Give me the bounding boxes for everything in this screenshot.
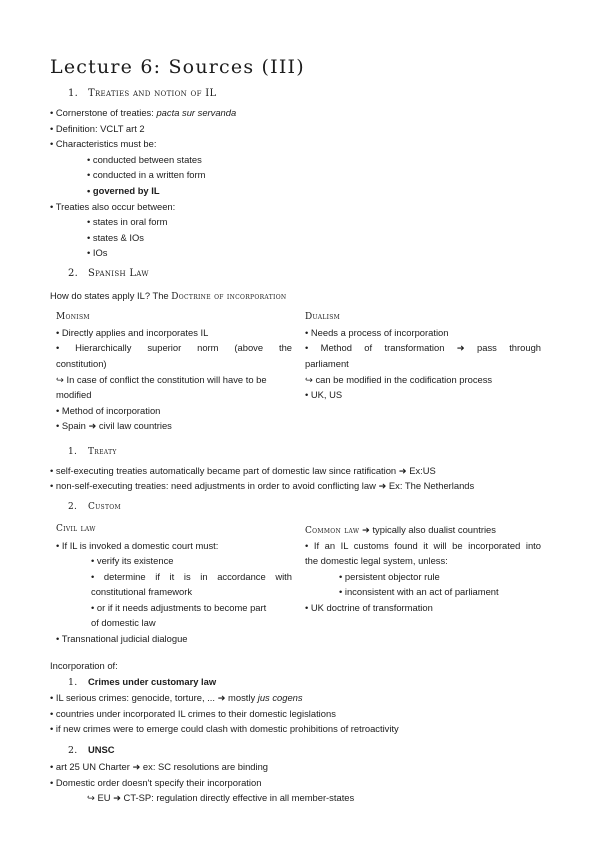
section-2-number: 2. — [68, 268, 79, 279]
list-item: • verify its existence — [91, 555, 174, 566]
crimes-heading — [68, 676, 216, 688]
line-text: • Hierarchically superior norm (above the — [56, 342, 292, 353]
custom-title: Custom — [88, 502, 121, 512]
line-text: • Method of transformation ➜ pass through — [305, 342, 541, 353]
bullet-text: • IL serious crimes: genocide, torture, ... ➜ mostly — [50, 692, 258, 703]
list-item: ↪ can be modified in the codification process — [305, 374, 493, 385]
list-item: • Definition: VCLT art 2 — [50, 123, 145, 134]
list-item: • governed by IL — [87, 185, 160, 196]
doctrine-label: Doctrine of incorporation — [171, 292, 287, 302]
list-item: • persistent objector rule — [339, 571, 440, 582]
list-item: • non-self-executing treaties: need adjustments in order to avoid conflicting law ➜ Ex: The Netherlands — [50, 480, 475, 491]
list-item: • Characteristics must be: — [50, 138, 157, 149]
list-item: • conducted in a written form — [87, 169, 206, 180]
list-item: • If IL is invoked a domestic court must: — [56, 540, 219, 551]
list-item: • Spain ➜ civil law countries — [56, 420, 172, 431]
list-item: ↪ In case of conflict the constitution will have to be — [56, 374, 267, 385]
list-item: • inconsistent with an act of parliament — [339, 586, 499, 597]
section-2-heading — [68, 268, 149, 279]
list-item-cont: parliament — [305, 358, 349, 369]
crimes-number: 1. — [68, 677, 78, 688]
list-item: • states & IOs — [87, 232, 144, 243]
list-item: • conducted between states — [87, 154, 202, 165]
list-item: • self-executing treaties automatically became part of domestic law since ratification ➜ Ex:US — [50, 465, 436, 476]
list-item: • Domestic order doesn't specify their incorporation — [50, 777, 262, 788]
list-item: • Needs a process of incorporation — [305, 327, 449, 338]
section-1-heading — [68, 88, 216, 99]
unsc-title: UNSC — [88, 744, 115, 755]
bullet-text: • Cornerstone of treaties: — [50, 107, 157, 118]
list-item: • countries under incorporated IL crimes to their domestic legislations — [50, 708, 336, 719]
list-item — [50, 692, 303, 704]
list-item-cont: the domestic legal system, unless: — [305, 555, 448, 566]
crimes-title: Crimes under customary law — [88, 676, 217, 687]
list-item-cont: constitution) — [56, 358, 107, 369]
emphasis-text: pacta sur servanda — [156, 107, 237, 118]
list-item: • Directly applies and incorporates IL — [56, 327, 209, 338]
list-item: • UK, US — [305, 389, 343, 400]
treaty-number: 1. — [68, 447, 78, 457]
section-1-title: Treaties and notion of IL — [88, 88, 217, 99]
common-law-heading — [305, 524, 496, 536]
custom-number: 2. — [68, 502, 78, 512]
question-text: How do states apply IL? The — [50, 290, 172, 301]
list-item: • UK doctrine of transformation — [305, 602, 433, 613]
incorporation-label: Incorporation of: — [50, 660, 118, 671]
list-item: • Method of incorporation — [56, 405, 161, 416]
question-line — [50, 290, 286, 302]
dualism-heading: Dualism — [305, 312, 341, 322]
section-1-number: 1. — [68, 88, 79, 99]
treaty-title: Treaty — [88, 447, 117, 457]
list-item: • Treaties also occur between: — [50, 201, 176, 212]
list-item — [50, 107, 236, 118]
common-law-note: ➜ typically also dualist countries — [359, 524, 496, 535]
civil-law-heading: Civil law — [56, 524, 96, 534]
line-text: • determine if it is in accordance with — [91, 571, 292, 582]
list-item: • or if it needs adjustments to become part — [91, 602, 267, 613]
list-item: • Transnational judicial dialogue — [56, 633, 188, 644]
list-item-cont: of domestic law — [91, 617, 156, 628]
list-item: • IOs — [87, 247, 108, 258]
custom-heading — [68, 502, 121, 512]
list-item-cont: modified — [56, 389, 92, 400]
common-law-title: Common law — [305, 526, 360, 536]
list-item: • art 25 UN Charter ➜ ex: SC resolutions are binding — [50, 761, 269, 772]
page-title: Lecture 6: Sources (III) — [50, 56, 305, 78]
monism-heading: Monism — [56, 312, 90, 322]
emphasis-text: jus cogens — [257, 692, 303, 703]
section-2-title: Spanish Law — [88, 268, 149, 279]
unsc-number: 2. — [68, 745, 78, 756]
list-item-cont: constitutional framework — [91, 586, 193, 597]
unsc-heading — [68, 744, 115, 756]
list-item: • if new crimes were to emerge could clash with domestic prohibitions of retroactivity — [50, 723, 399, 734]
list-item: • states in oral form — [87, 216, 168, 227]
line-text: • If an IL customs found it will be incorporated into — [305, 540, 541, 551]
list-item: ↪ EU ➜ CT-SP: regulation directly effective in all member-states — [87, 792, 355, 803]
treaty-heading — [68, 447, 117, 457]
